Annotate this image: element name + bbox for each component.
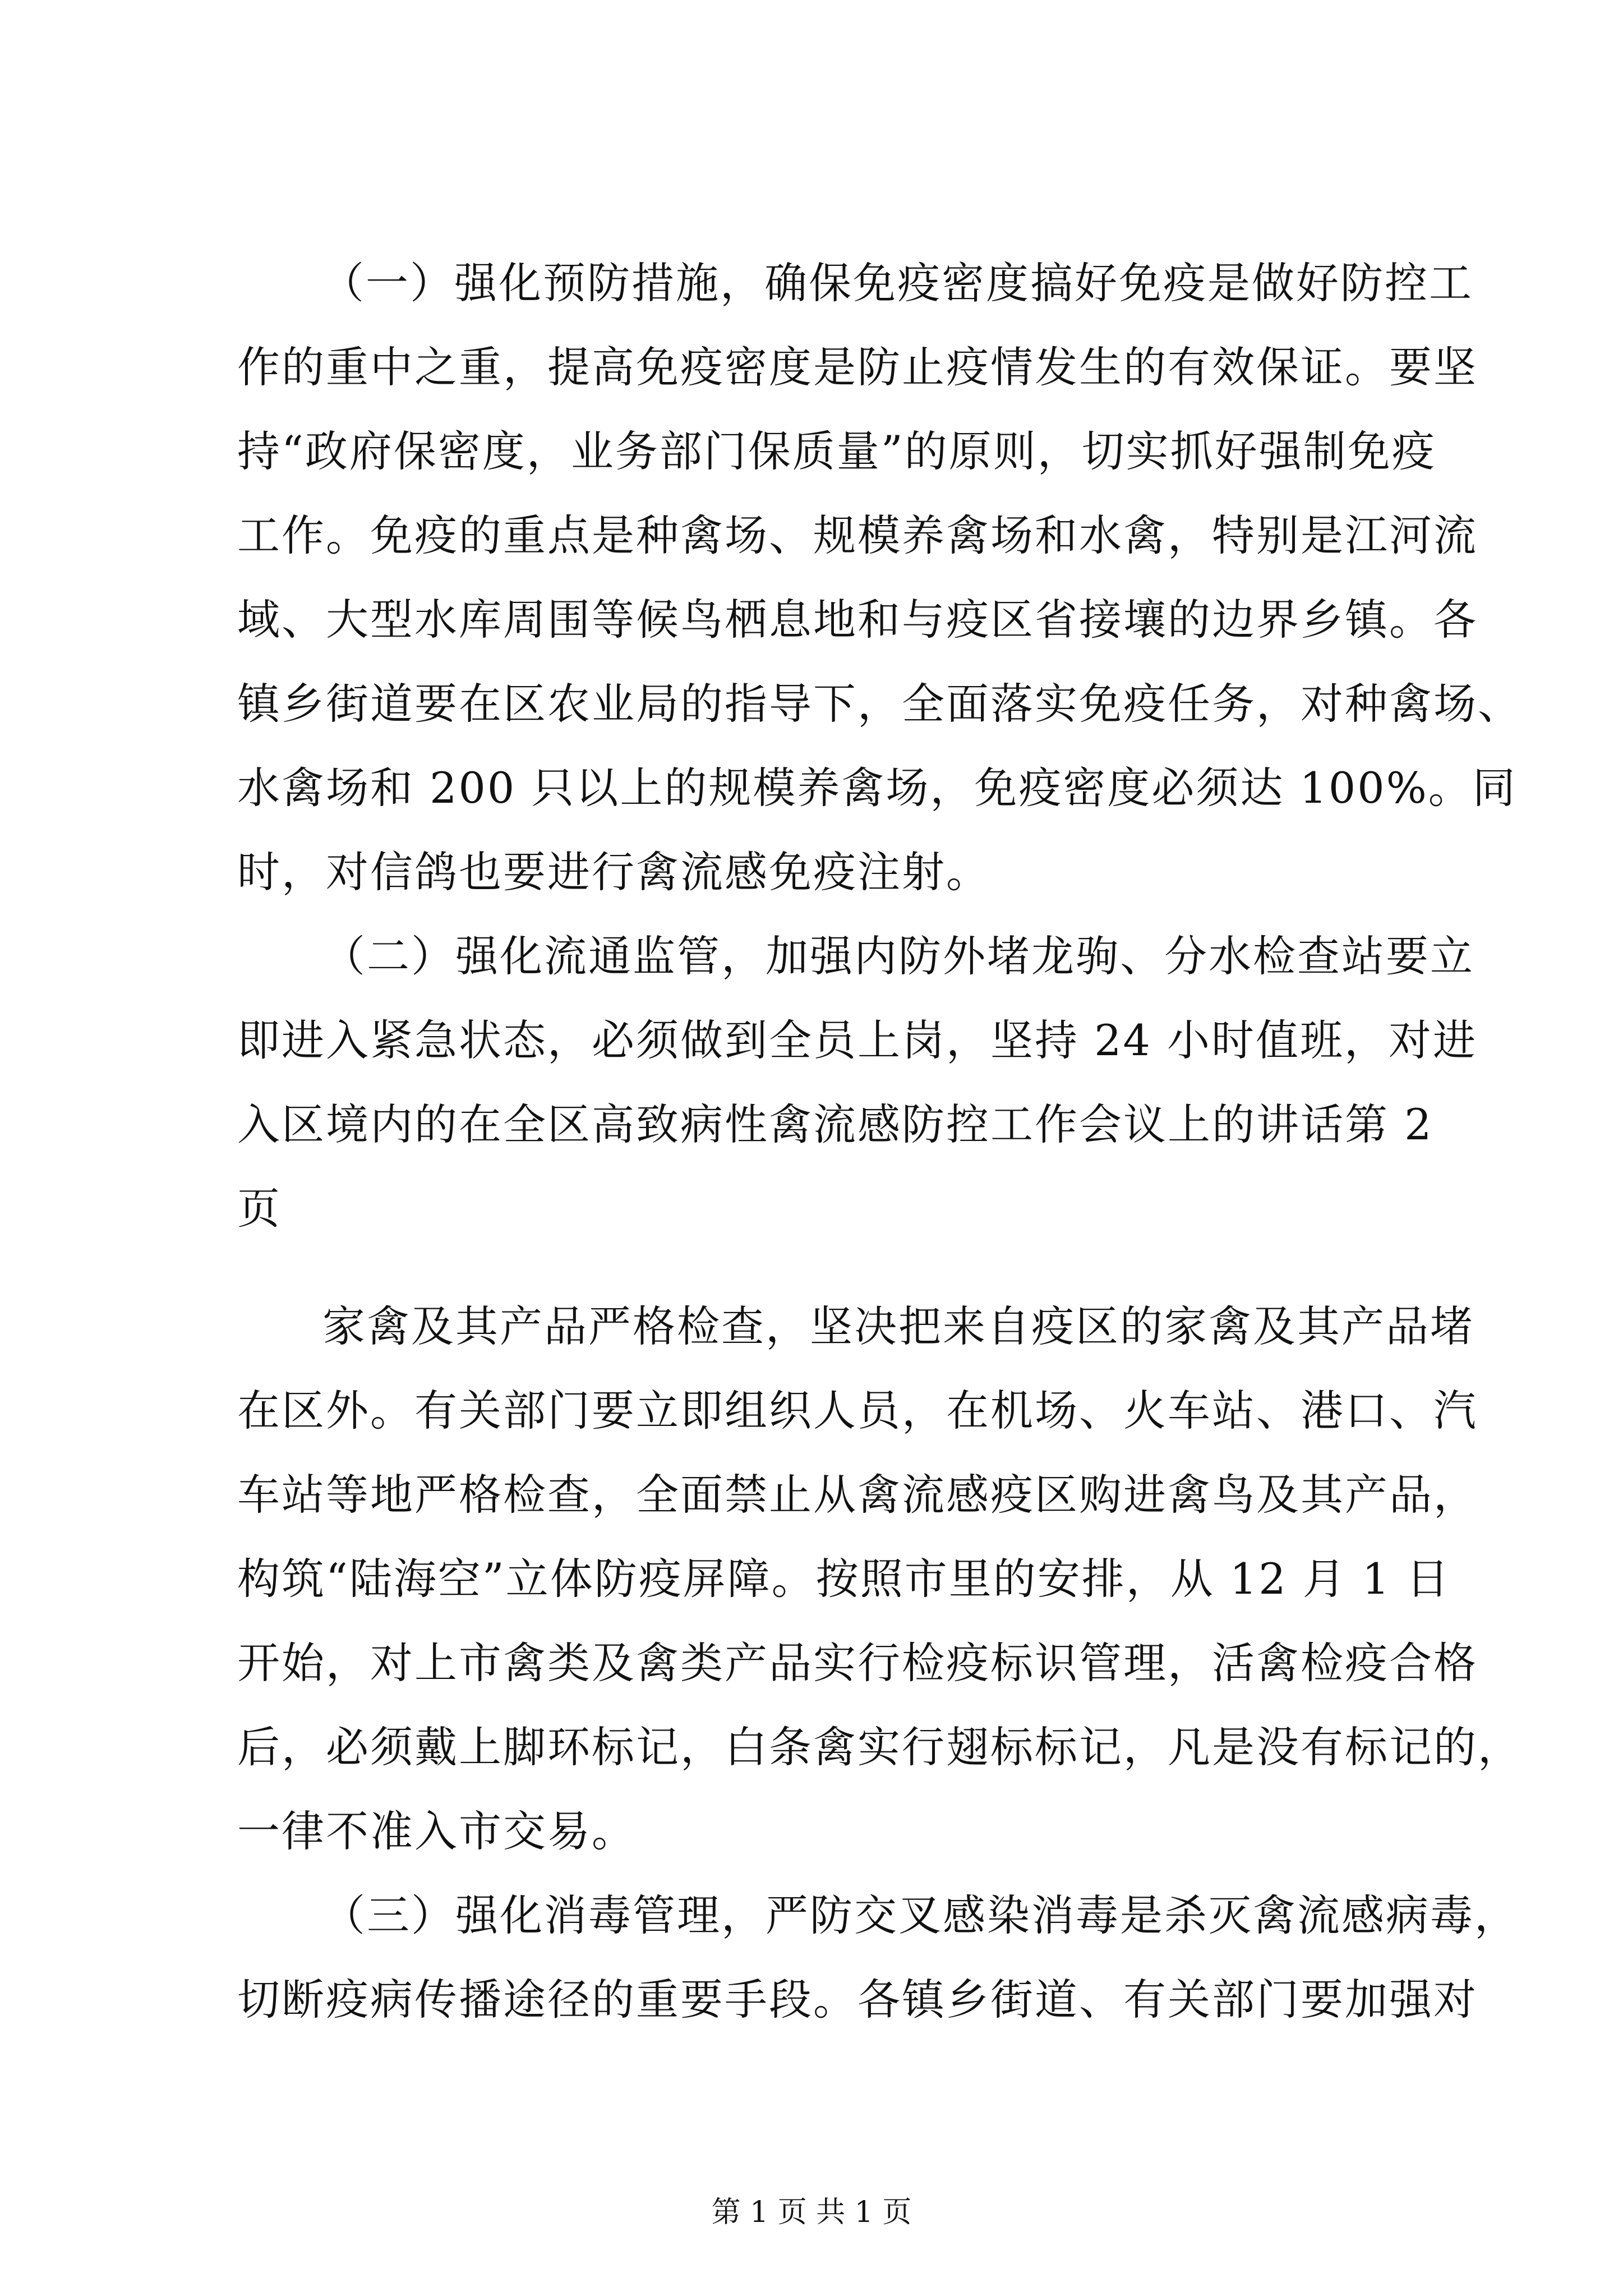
text-line: 切断疫病传播途径的重要手段。各镇乡街道、有关部门要加强对: [237, 1975, 1478, 2024]
text-line: 后，必须戴上脚环标记，白条禽实行翅标标记，凡是没有标记的，: [237, 1722, 1522, 1772]
text-line: 车站等地严格检查，全面禁止从禽流感疫区购进禽鸟及其产品，: [237, 1470, 1478, 1520]
text-line: 即进入紧急状态，必须做到全员上岗，坚持 24 小时值班，对进: [237, 1015, 1478, 1065]
text-line: 一律不准入市交易。: [237, 1806, 636, 1856]
document-body: [237, 241, 1522, 2042]
text-line: 构筑“陆海空”立体防疫屏障。按照市里的安排，从 12 月 1 日: [237, 1554, 1451, 1604]
page-number-label: 第 1 页 共 1 页: [711, 2196, 912, 2229]
text-line: 水禽场和 200 只以上的规模养禽场，免疫密度必须达 100%。同: [237, 763, 1517, 813]
text-line: （三）强化消毒管理，严防交叉感染消毒是杀灭禽流感病毒，: [322, 1890, 1519, 1940]
text-line: 开始，对上市禽类及禽类产品实行检疫标识管理，活禽检疫合格: [237, 1638, 1478, 1688]
paragraph-1: [237, 241, 1522, 914]
text-line: 持“政府保密度，业务部门保质量”的原则，切实抓好强制免疫: [237, 426, 1436, 476]
text-line: 时，对信鸽也要进行禽流感免疫注射。: [237, 847, 990, 897]
paragraph-3: [237, 1285, 1522, 1874]
text-line: 工作。免疫的重点是种禽场、规模养禽场和水禽，特别是江河流: [237, 510, 1478, 560]
text-line: 家禽及其产品严格检查，坚决把来自疫区的家禽及其产品堵: [322, 1301, 1474, 1351]
page-footer: [0, 2194, 1623, 2230]
text-line: 镇乡街道要在区农业局的指导下，全面落实免疫任务，对种禽场、: [237, 679, 1522, 729]
text-line: 作的重中之重，提高免疫密度是防止疫情发生的有效保证。要坚: [237, 342, 1478, 392]
text-line: 域、大型水库周围等候鸟栖息地和与疫区省接壤的边界乡镇。各: [237, 595, 1478, 645]
text-line: 在区外。有关部门要立即组织人员，在机场、火车站、港口、汽: [237, 1386, 1478, 1435]
paragraph-2: [237, 914, 1478, 1251]
text-line: 页: [237, 1184, 282, 1234]
text-line: （二）强化流通监管，加强内防外堵龙驹、分水检查站要立: [322, 931, 1474, 981]
text-line: （一）强化预防措施，确保免疫密度搞好免疫是做好防控工: [321, 258, 1473, 308]
text-line: 入区境内的在全区高致病性禽流感防控工作会议上的讲话第 2: [237, 1099, 1433, 1149]
paragraph-4: [237, 1874, 1519, 2042]
